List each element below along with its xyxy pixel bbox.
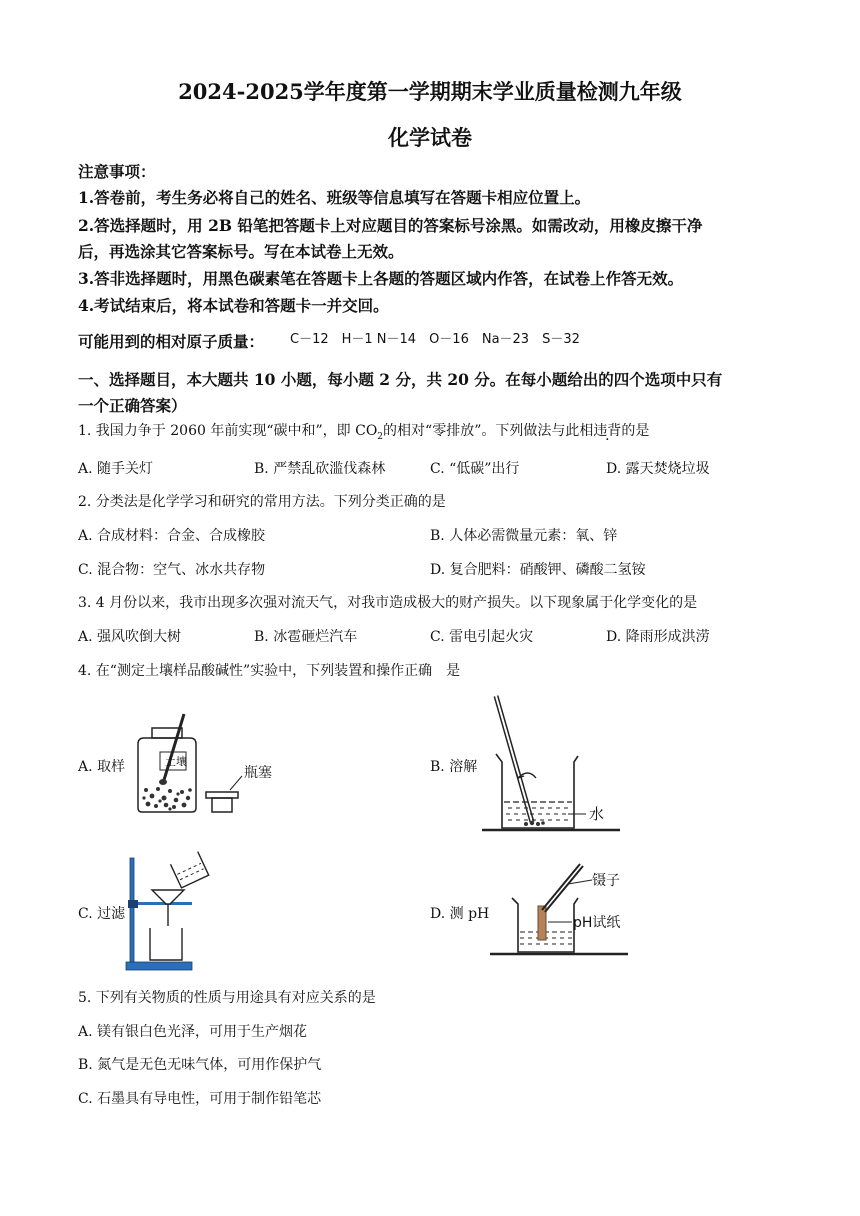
exam-subtitle: 化学试卷: [388, 125, 472, 150]
q5-option-b: B. 氮气是无色无味气体，可用作保护气: [78, 1057, 322, 1073]
q2-option-b: B. 人体必需微量元素：氧、锌: [430, 528, 618, 544]
atomic-mass-label: 可能用到的相对原子质量：: [78, 332, 265, 351]
q1-option-b: B. 严禁乱砍滥伐森林: [254, 461, 386, 477]
q1-stem-subscript: 2: [377, 431, 384, 442]
q3-stem: 3. 4 月份以来，我市出现多次强对流天气，对我市造成极大的财产损失。以下现象属于化学变化的是: [78, 595, 698, 611]
q4-option-a: A. 取样: [78, 759, 126, 775]
q4-option-c: C. 过滤: [78, 906, 126, 922]
q3-option-a: A. 强风吹倒大树: [78, 629, 182, 645]
q1-stem-part-1: 1. 我国力争于 2060 年前实现“碳中和”，即 CO: [78, 423, 378, 439]
q4-figure-b-label-water: 水: [589, 805, 605, 823]
exam-title: 2024-2025学年度第一学期期末学业质量检测九年级: [178, 79, 682, 104]
q4-figure-a-label-stopper: 瓶塞: [244, 765, 272, 781]
q1-option-c: C. “低碳”出行: [430, 461, 520, 477]
q2-option-a: A. 合成材料：合金、合成橡胶: [78, 528, 266, 544]
q4-option-b: B. 溶解: [430, 759, 478, 775]
q3-option-c: C. 雷电引起火灾: [430, 629, 534, 645]
q4-figure-b-dissolving: [480, 690, 640, 835]
section-1-line-2: 一个正确答案）: [78, 396, 187, 415]
q4-figure-d-label-ph-paper: pH试纸: [573, 915, 621, 931]
q2-stem: 2. 分类法是化学学习和研究的常用方法。下列分类正确的是: [78, 494, 446, 510]
q4-figure-d-label-tweezers: 镊子: [592, 873, 620, 889]
q2-option-d: D. 复合肥料：硝酸钾、磷酸二氢铵: [430, 562, 646, 578]
q1-stem-part-3: 的是: [621, 423, 650, 439]
q3-option-d: D. 降雨形成洪涝: [606, 629, 710, 645]
notice-item-4: 4.考试结束后，将本试卷和答题卡一并交回。: [78, 296, 389, 315]
q5-stem: 5. 下列有关物质的性质与用途具有对应关系的是: [78, 990, 376, 1006]
q3-option-b: B. 冰雹砸烂汽车: [254, 629, 358, 645]
notice-item-2b: 后，再选涂其它答案标号。写在本试卷上无效。: [78, 242, 404, 261]
section-1-line-1: 一、选择题目，本大题共 10 小题，每小题 2 分，共 20 分。在每小题给出的四个选项中只有: [78, 370, 723, 389]
q5-option-c: C. 石墨具有导电性，可用于制作铅笔芯: [78, 1091, 322, 1107]
notice-item-2a: 2.答选择题时，用 2B 铅笔把答题卡上对应题目的答案标号涂黑。如需改动，用橡皮擦干净: [78, 216, 703, 235]
q4-figure-c-filtration: [126, 850, 236, 975]
atomic-mass-values: C－12 H－1 N－14 O－16 Na－23 S－32: [290, 332, 580, 347]
notice-heading: 注意事项：: [78, 162, 156, 181]
q1-stem-emphasis: 违背: [593, 423, 622, 439]
q2-option-c: C. 混合物：空气、冰水共存物: [78, 562, 266, 578]
q1-stem: [78, 420, 649, 442]
q1-option-d: D. 露天焚烧垃圾: [606, 461, 710, 477]
q5-option-a: A. 镁有银白色光泽，可用于生产烟花: [78, 1024, 308, 1040]
q4-option-d: D. 测 pH: [430, 906, 490, 922]
q1-option-a: A. 随手关灯: [78, 461, 154, 477]
notice-item-1: 1.答卷前，考生务必将自己的姓名、班级等信息填写在答题卡相应位置上。: [78, 188, 591, 207]
notice-item-3: 3.答非选择题时，用黑色碳素笔在答题卡上各题的答题区域内作答，在试卷上作答无效。: [78, 269, 684, 288]
q1-stem-part-2: 的相对“零排放”。下列做法与此相: [383, 423, 594, 439]
q4-figure-a-label-soil: 土壤: [165, 755, 187, 768]
q4-stem: 4. 在“测定土壤样品酸碱性”实验中，下列装置和操作正确 是: [78, 663, 461, 679]
